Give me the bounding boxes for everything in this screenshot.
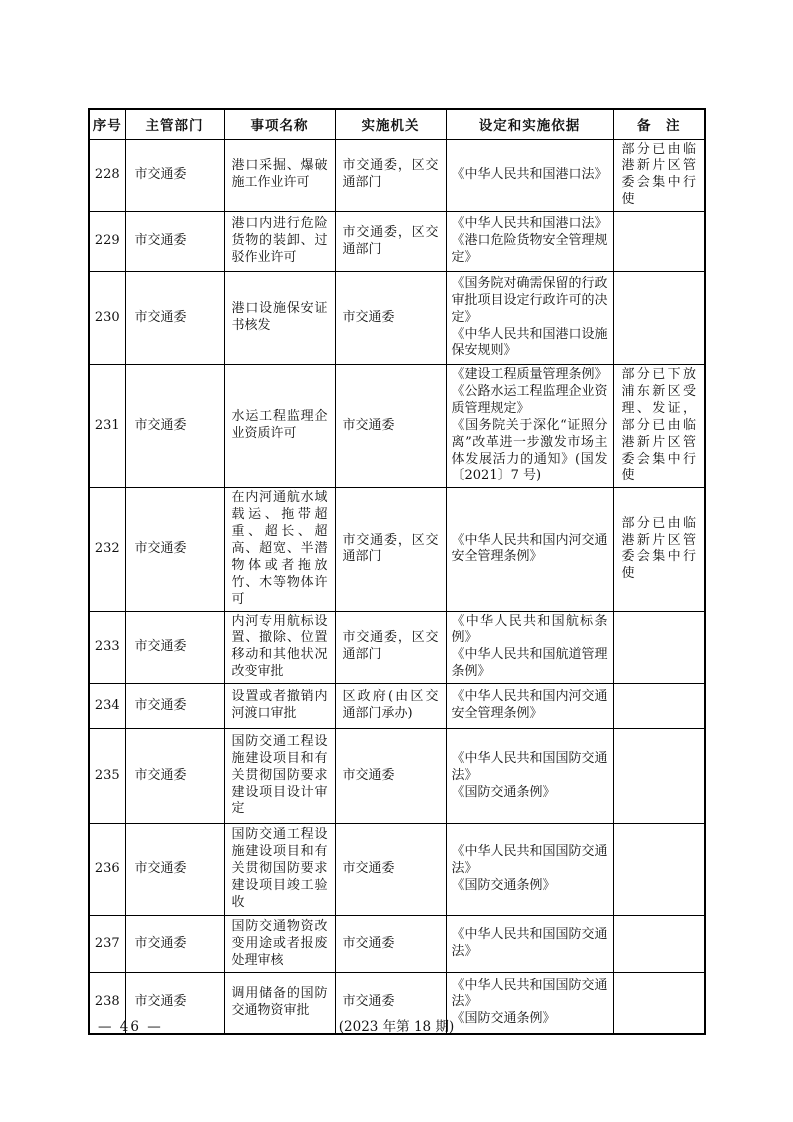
- row-number: 238: [89, 973, 125, 1034]
- remark-cell: [613, 212, 705, 272]
- agency-cell: 市交通委，区交通部门: [335, 212, 446, 272]
- table-row: [89, 139, 705, 212]
- agency-cell: 市交通委，区交通部门: [335, 488, 446, 611]
- basis-cell: [446, 272, 613, 365]
- table-row: [89, 212, 705, 272]
- issue-label: (2023 年第 18 期): [338, 1019, 455, 1035]
- department-cell: 市交通委: [125, 973, 224, 1034]
- basis-cell: [446, 212, 613, 272]
- basis-title: 《中华人民共和国港口设施保安规则》: [451, 326, 608, 359]
- row-number: 234: [89, 684, 125, 729]
- basis-title: 《中华人民共和国国防交通法》: [451, 927, 608, 960]
- department-cell: 市交通委: [125, 916, 224, 973]
- item-name-cell: 国防交通工程设施建设项目和有关贯彻国防要求建设项目设计审定: [224, 729, 335, 824]
- item-name-cell: 水运工程监理企业资质许可: [224, 365, 335, 488]
- item-name-cell: 港口采掘、爆破施工作业许可: [224, 139, 335, 212]
- basis-title: 《公路水运工程监理企业资质管理规定》: [451, 383, 608, 416]
- table-row: [89, 684, 705, 729]
- basis-title: 《国务院关于深化“证照分离”改革进一步激发市场主体发展活力的通知》(国发〔2021〕7 号): [451, 417, 608, 484]
- basis-title: 《国防交通条例》: [451, 784, 556, 800]
- basis-title: 《建设工程质量管理条例》: [451, 367, 608, 383]
- item-name-cell: 港口内进行危险货物的装卸、过驳作业许可: [224, 212, 335, 272]
- department-cell: 市交通委: [125, 488, 224, 611]
- department-cell: 市交通委: [125, 272, 224, 365]
- basis-title: 《中华人民共和国航标条例》: [451, 613, 608, 646]
- row-number: 229: [89, 212, 125, 272]
- item-name-cell: 调用储备的国防交通物资审批: [224, 973, 335, 1034]
- basis-title: 《国务院对确需保留的行政审批项目设定行政许可的决定》: [451, 275, 608, 325]
- header-department: 主管部门: [125, 109, 224, 139]
- remark-cell: [613, 684, 705, 729]
- item-name-cell: 设置或者撤销内河渡口审批: [224, 684, 335, 729]
- header-remark: 备 注: [613, 109, 705, 139]
- basis-title: 《中华人民共和国内河交通安全管理条例》: [451, 689, 608, 722]
- remark-cell: 部分已下放浦东新区受理、发证，部分已由临港新片区管委会集中行使: [613, 365, 705, 488]
- agency-cell: 市交通委: [335, 973, 446, 1034]
- basis-title: 《中华人民共和国航道管理条例》: [451, 647, 608, 680]
- agency-cell: 区政府(由区交通部门承办): [335, 684, 446, 729]
- basis-cell: [446, 684, 613, 729]
- table-row: [89, 729, 705, 824]
- row-number: 230: [89, 272, 125, 365]
- row-number: 237: [89, 916, 125, 973]
- agency-cell: 市交通委: [335, 916, 446, 973]
- item-name-cell: 国防交通物资改变用途或者报废处理审核: [224, 916, 335, 973]
- row-number: 228: [89, 139, 125, 212]
- basis-title: 《中华人民共和国国防交通法》: [451, 844, 608, 877]
- basis-cell: [446, 139, 613, 212]
- agency-cell: 市交通委: [335, 365, 446, 488]
- header-agency: 实施机关: [335, 109, 446, 139]
- basis-cell: [446, 916, 613, 973]
- remark-cell: 部分已由临港新片区管委会集中行使: [613, 488, 705, 611]
- header-item-name: 事项名称: [224, 109, 335, 139]
- row-number: 235: [89, 729, 125, 824]
- agency-cell: 市交通委: [335, 824, 446, 916]
- basis-title: 《港口危险货物安全管理规定》: [451, 233, 608, 265]
- department-cell: 市交通委: [125, 729, 224, 824]
- department-cell: 市交通委: [125, 365, 224, 488]
- agency-cell: 市交通委: [335, 272, 446, 365]
- basis-cell: [446, 488, 613, 611]
- item-name-cell: 在内河通航水域载运、拖带超重、超长、超高、超宽、半潜物体或者拖放竹、木等物体许可: [224, 488, 335, 611]
- row-number: 233: [89, 611, 125, 684]
- department-cell: 市交通委: [125, 212, 224, 272]
- basis-title: 《中华人民共和国国防交通法》: [451, 977, 608, 1010]
- basis-title: 《国防交通条例》: [451, 1011, 556, 1027]
- header-row: [89, 109, 705, 139]
- table-row: [89, 611, 705, 684]
- row-number: 236: [89, 824, 125, 916]
- header-serial: 序号: [89, 109, 125, 139]
- item-name-cell: 国防交通工程设施建设项目和有关贯彻国防要求建设项目竣工验收: [224, 824, 335, 916]
- item-name-cell: 内河专用航标设置、撤除、位置移动和其他状况改变审批: [224, 611, 335, 684]
- basis-title: 《中华人民共和国港口法》: [451, 166, 608, 182]
- table-row: [89, 916, 705, 973]
- agency-cell: 市交通委，区交通部门: [335, 611, 446, 684]
- remark-cell: [613, 916, 705, 973]
- remark-cell: [613, 729, 705, 824]
- department-cell: 市交通委: [125, 611, 224, 684]
- agency-cell: 市交通委: [335, 729, 446, 824]
- department-cell: 市交通委: [125, 824, 224, 916]
- row-number: 232: [89, 488, 125, 611]
- department-cell: 市交通委: [125, 139, 224, 212]
- row-number: 231: [89, 365, 125, 488]
- agency-cell: 市交通委，区交通部门: [335, 139, 446, 212]
- page-number: — 46 —: [98, 1019, 163, 1035]
- department-cell: 市交通委: [125, 684, 224, 729]
- basis-cell: [446, 611, 613, 684]
- basis-cell: [446, 365, 613, 488]
- header-basis: 设定和实施依据: [446, 109, 613, 139]
- remark-cell: [613, 824, 705, 916]
- remark-cell: [613, 611, 705, 684]
- basis-title: 《中华人民共和国内河交通安全管理条例》: [451, 532, 608, 565]
- permits-table: [88, 108, 706, 1035]
- table-row: [89, 365, 705, 488]
- basis-title: 《中华人民共和国港口法》: [451, 216, 608, 232]
- basis-cell: [446, 824, 613, 916]
- basis-title: 《国防交通条例》: [451, 878, 556, 894]
- table-row: [89, 824, 705, 916]
- table-row: [89, 272, 705, 365]
- basis-cell: [446, 729, 613, 824]
- table-row: [89, 488, 705, 611]
- basis-title: 《中华人民共和国国防交通法》: [451, 750, 608, 783]
- remark-cell: [613, 272, 705, 365]
- item-name-cell: 港口设施保安证书核发: [224, 272, 335, 365]
- remark-cell: 部分已由临港新片区管委会集中行使: [613, 139, 705, 212]
